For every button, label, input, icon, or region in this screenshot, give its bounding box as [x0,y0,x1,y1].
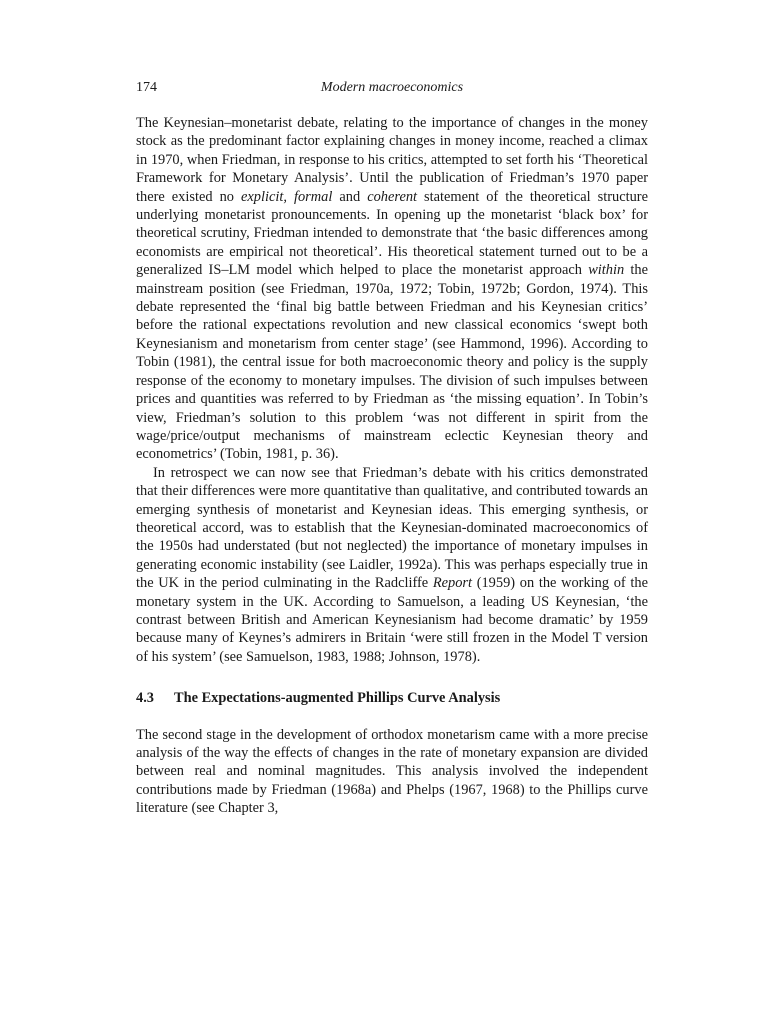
paragraph-1-text: statement of the theoretical structure underlying monetarist pronouncements. In opening up the monetarist ‘black box’ for theoretical scrutiny, Friedman intended to demonstrate that ‘the basic differences among economists are empirical not theoretical’. His theoretical statement turned out to be a generalized IS–LM model which helped to place the monetarist approach [136,188,648,279]
body-text [136,114,648,818]
section-heading [136,689,648,707]
paragraph-3: The second stage in the development of orthodox monetarism came with a more precise analysis of the way the effects of changes in the rate of monetary expansion are divided between real and nominal magnitudes. This analysis involved the independent contributions made by Friedman (1968a) and Phelps (1967, 1968) to the Phillips curve literature (see Chapter 3, [136,726,648,817]
paragraph-2-text: In retrospect we can now see that Friedman’s debate with his critics demonstrated that their differences were more quantitative than qualitative, and contributed towards an emerging synthesis of monetarist and Keynesian ideas. This emerging synthesis, or theoretical accord, was to establish that the Keynesian-dominated macroeconomics of the 1950s had understated (but not neglected) the importance of monetary impulses in generating economic instability (see Laidler, 1992a). This was perhaps especially true in the UK in the period culminating in the Radcliffe [136,464,648,592]
running-head [136,78,648,98]
paragraph-1-emphasis-within: within [588,262,625,279]
paragraph-1-text: the mainstream position (see Friedman, 1970a, 1972; Tobin, 1972b; Gordon, 1974). This debate represented the ‘final big battle between Friedman and his Keynesian critics’ before the rational expectations revolution and new classical economics ‘swept both Keynesianism and monetarism from center stage’ (see Hammond, 1996). According to Tobin (1981), the central issue for both macroeconomic theory and policy is the supply response of the economy to monetary impulses. The division of such impulses between prices and quantities was referred to by Friedman as ‘the missing equation’. In Tobin’s view, Friedman’s solution to this problem ‘was not different in spirit from the wage/price/output mechanisms of mainstream eclectic Keynesian theory and econometrics’ (Tobin, 1981, p. 36). [136,262,648,463]
paragraph-1-emphasis-coherent: coherent [367,188,418,205]
page-number: 174 [136,80,157,95]
section-title: The Expectations-augmented Phillips Curve Analysis [174,690,501,707]
paragraph-1-text: and [332,188,368,205]
book-page [136,78,648,818]
paragraph-1-emphasis-explicit-formal: explicit, formal [241,188,333,205]
paragraph-2-emphasis-report: Report [432,575,473,592]
section-number: 4.3 [136,690,154,707]
running-title: Modern macroeconomics [320,80,464,95]
paragraph-1 [136,114,648,464]
paragraph-2-text: (1959) on the working of the monetary system in the UK. According to Samuelson, a leading US Keynesian, ‘the contrast between British and American Keynesianism had become dramatic’ by 1959 because many of Keynes’s admirers in Britain ‘were still frozen in the Model T version of his system’ (see Samuelson, 1983, 1988; Johnson, 1978). [136,575,648,665]
paragraph-2 [136,464,648,666]
paragraph-1-text: The Keynesian–monetarist debate, relating to the importance of changes in the money stock as the predominant factor explaining changes in money income, reached a climax in 1970, when Friedman, in response to his critics, attempted to set forth his ‘Theoretical Framework for Monetary Analysis’. Until the publication of Friedman’s 1970 paper there existed no [136,115,648,205]
